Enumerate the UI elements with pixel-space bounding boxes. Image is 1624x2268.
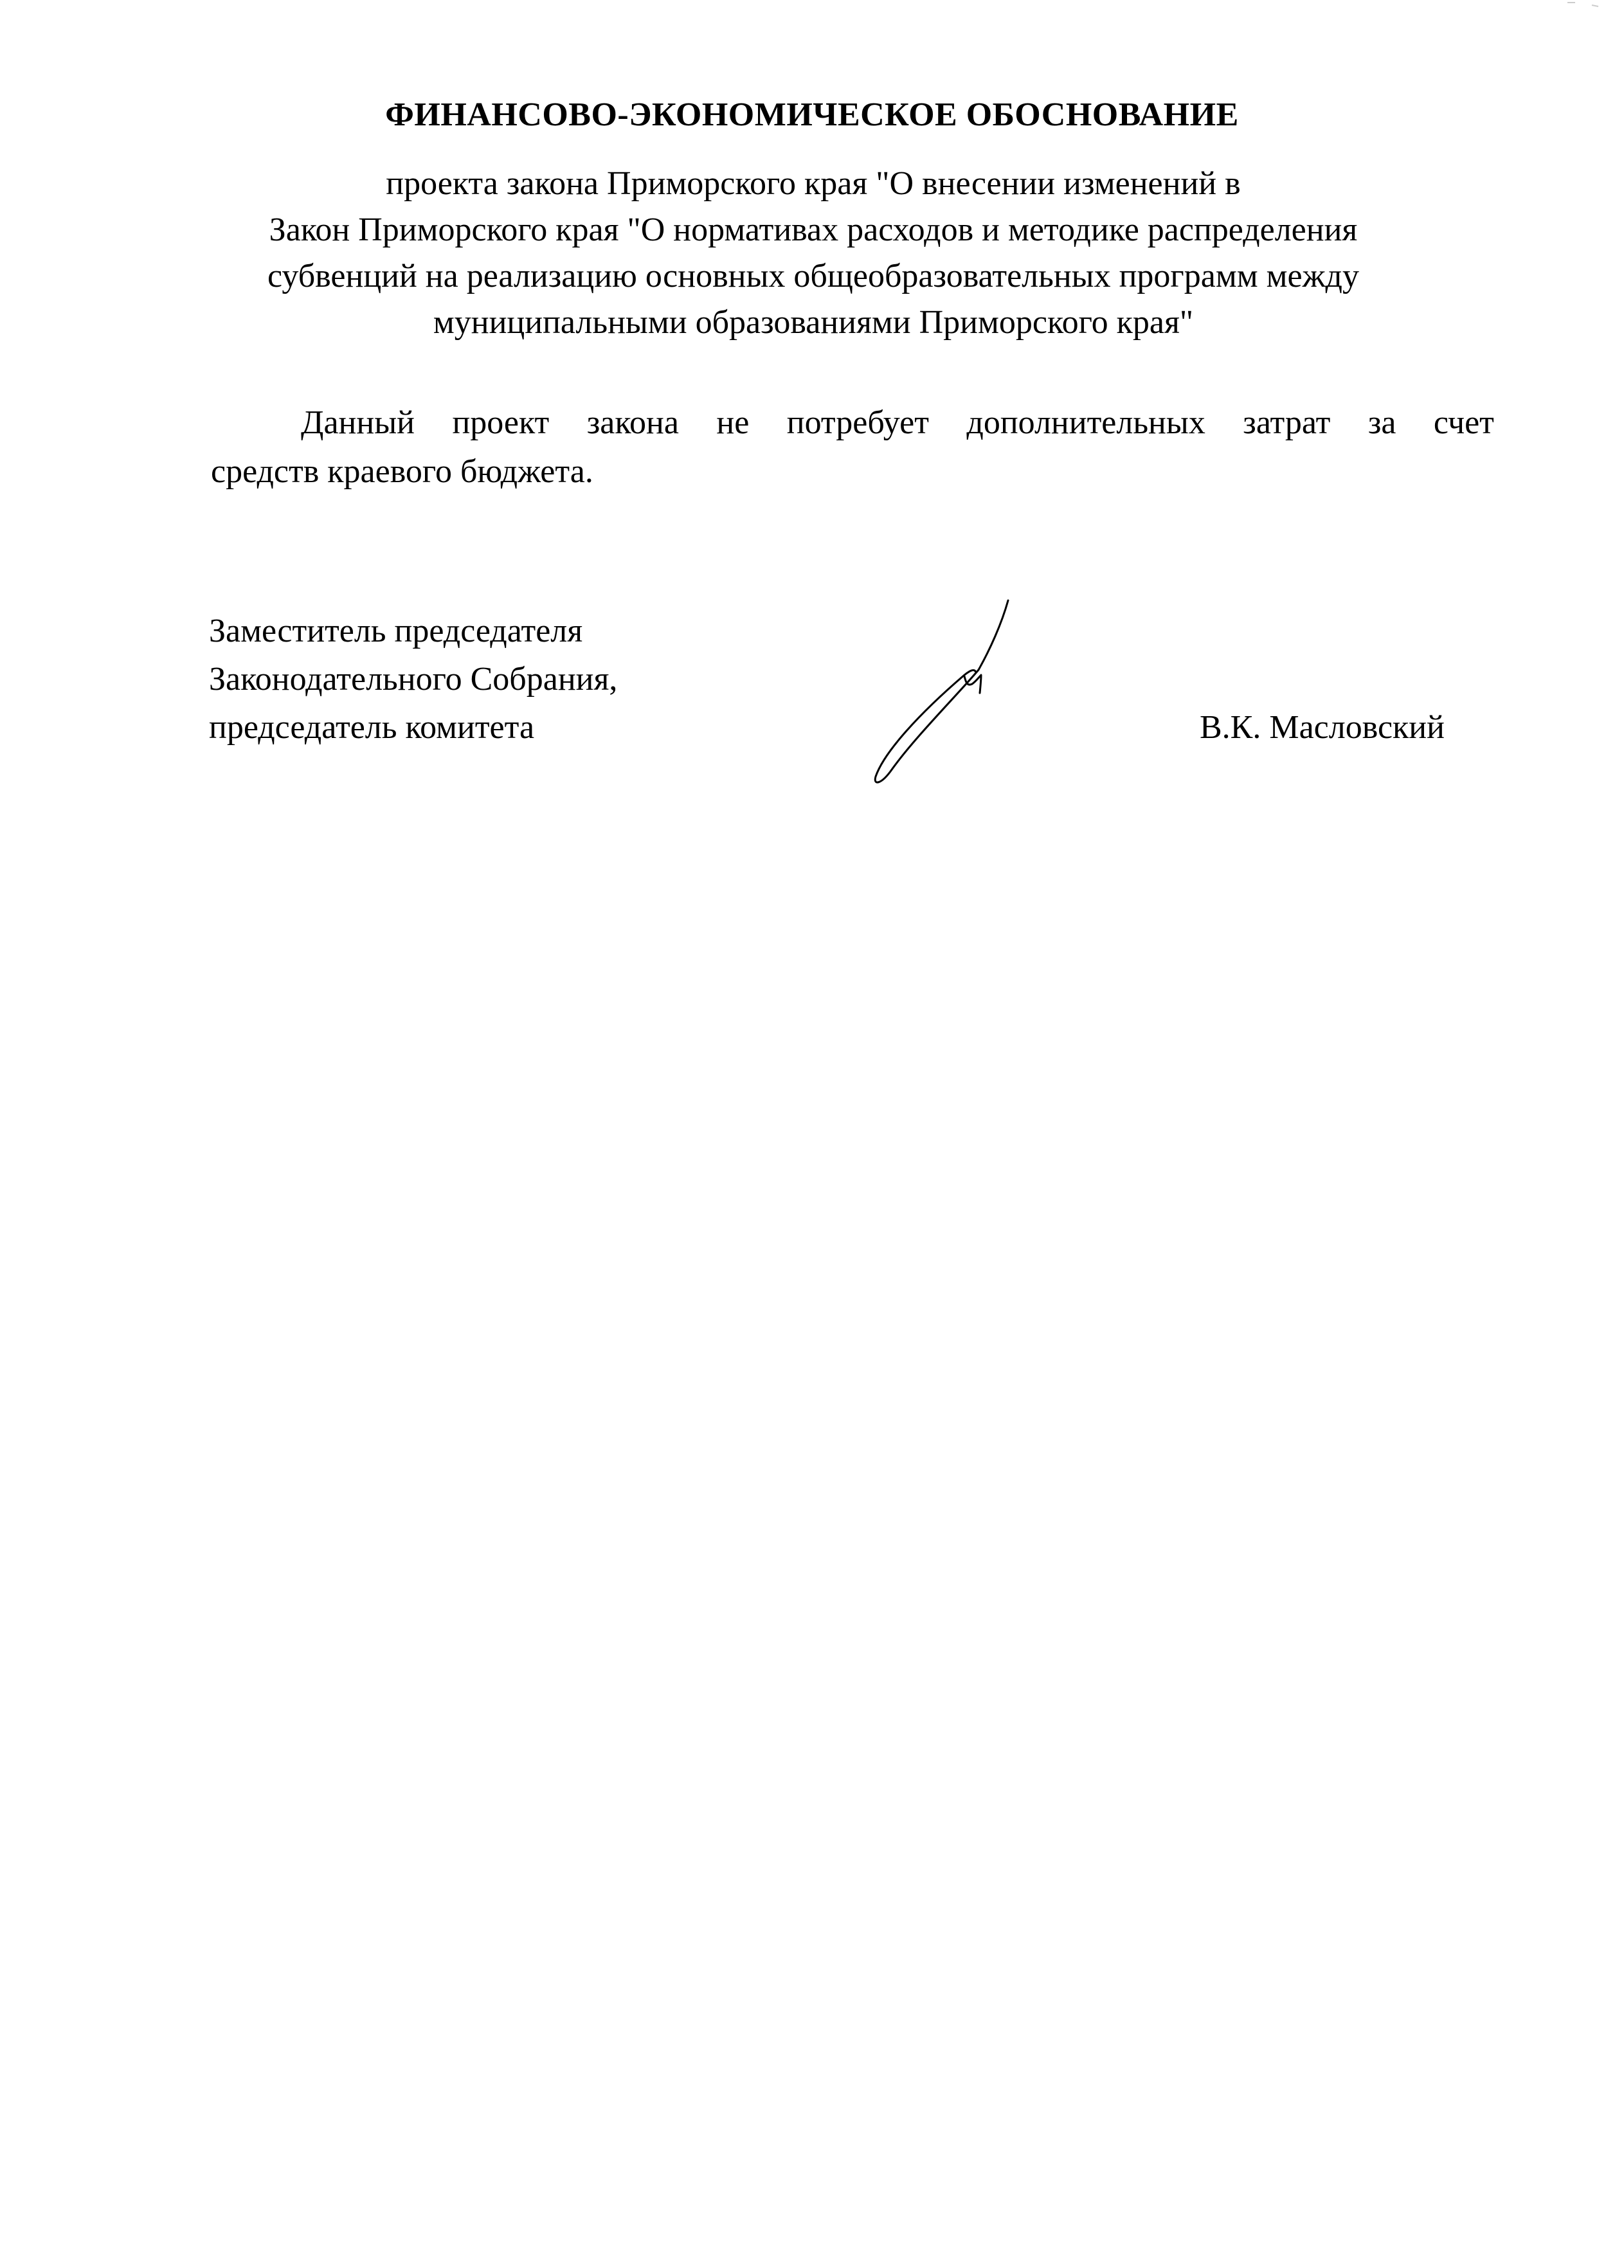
body-word: затрат bbox=[1243, 404, 1331, 441]
body-word: счет bbox=[1433, 404, 1494, 441]
body-word: за bbox=[1367, 404, 1396, 441]
signer-title-line: Заместитель председателя bbox=[209, 613, 583, 649]
document-title: ФИНАНСОВО-ЭКОНОМИЧЕСКОЕ ОБОСНОВАНИЕ bbox=[385, 96, 1239, 133]
body-line: средств краевого бюджета. bbox=[211, 453, 593, 490]
subtitle-line: проекта закона Приморского края "О внесении изменений в bbox=[386, 165, 1241, 202]
handwritten-signature bbox=[862, 598, 1029, 791]
body-word: Данный bbox=[301, 404, 415, 441]
body-word: проект bbox=[452, 404, 550, 441]
body-word: потребует bbox=[786, 404, 929, 441]
signer-title bbox=[209, 607, 617, 752]
signer-name: В.К. Масловский bbox=[1200, 709, 1445, 746]
body-word: закона bbox=[586, 404, 679, 441]
subtitle-line: Закон Приморского края "О нормативах расходов и методике распределения bbox=[269, 212, 1358, 248]
subtitle-line: муниципальными образованиями Приморского края" bbox=[433, 304, 1194, 341]
signer-title-line: председатель комитета bbox=[209, 709, 535, 746]
body-word: дополнительных bbox=[966, 404, 1205, 441]
body-paragraph bbox=[211, 399, 1494, 496]
scan-corner-mark bbox=[1566, 0, 1605, 13]
subtitle-line: субвенций на реализацию основных общеобразовательных программ между bbox=[267, 258, 1359, 294]
document-subtitle bbox=[193, 161, 1434, 346]
body-word: не bbox=[716, 404, 750, 441]
body-line bbox=[211, 399, 1494, 447]
signer-title-line: Законодательного Собрания, bbox=[209, 661, 618, 698]
